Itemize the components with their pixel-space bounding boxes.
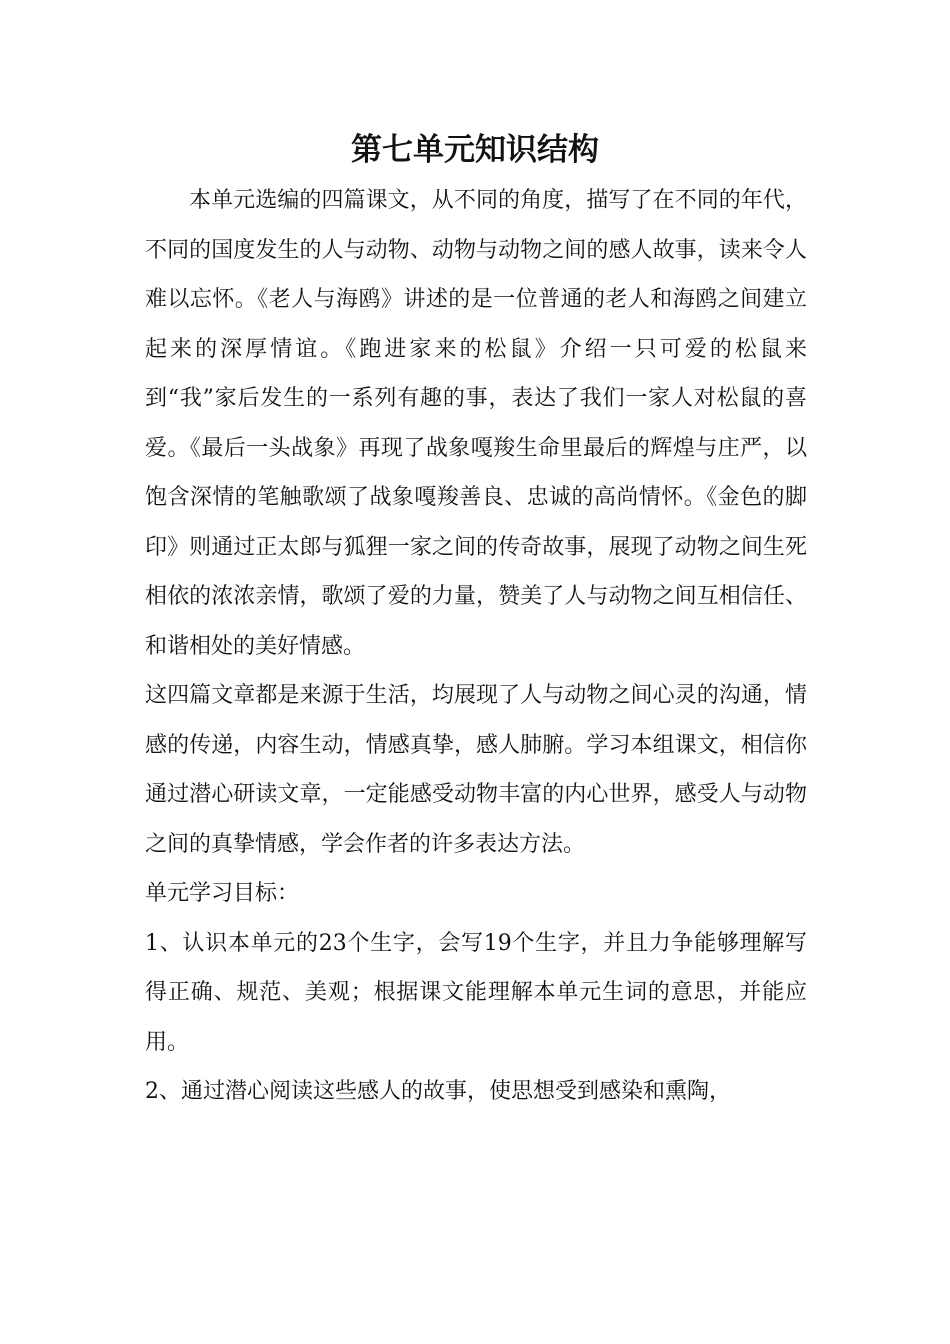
goal-item-2: 2、通过潜心阅读这些感人的故事，使思想受到感染和熏陶，: [145, 1079, 731, 1104]
goals-heading: 单元学习目标：: [145, 881, 300, 906]
goal-item-1: 1、认识本单元的23个生字，会写19个生字，并且力争能够理解写得正确、规范、美观；根据课文能理解本单元生词的意思，并能应用。: [145, 930, 807, 1055]
intro-paragraph: 本单元选编的四篇课文，从不同的角度，描写了在不同的年代，不同的国度发生的人与动物、动物与动物之间的感人故事，读来令人难以忘怀。《老人与海鸥》讲述的是一位普通的老人和海鸥之间建立起来的深厚情谊。《跑进家来的松鼠》介绍一只可爱的松鼠来到“我”家后发生的一系列有趣的事，表达了我们一家人对松鼠的喜爱。《最后一头战象》再现了战象嘎羧生命里最后的辉煌与庄严，以饱含深情的笔触歌颂了战象嘎羧善良、忠诚的高尚情怀。《金色的脚印》则通过正太郎与狐狸一家之间的传奇故事，展现了动物之间生死相依的浓浓亲情，歌颂了爱的力量，赞美了人与动物之间互相信任、和谐相处的美好情感。: [145, 188, 807, 659]
summary-paragraph: 这四篇文章都是来源于生活，均展现了人与动物之间心灵的沟通，情感的传递，内容生动，情感真挚，感人肺腑。学习本组课文，相信你通过潜心研读文章，一定能感受动物丰富的内心世界，感受人与动物之间的真挚情感，学会作者的许多表达方法。: [145, 683, 807, 857]
document-title: 第七单元知识结构: [351, 132, 599, 168]
document-body: [145, 176, 807, 1117]
